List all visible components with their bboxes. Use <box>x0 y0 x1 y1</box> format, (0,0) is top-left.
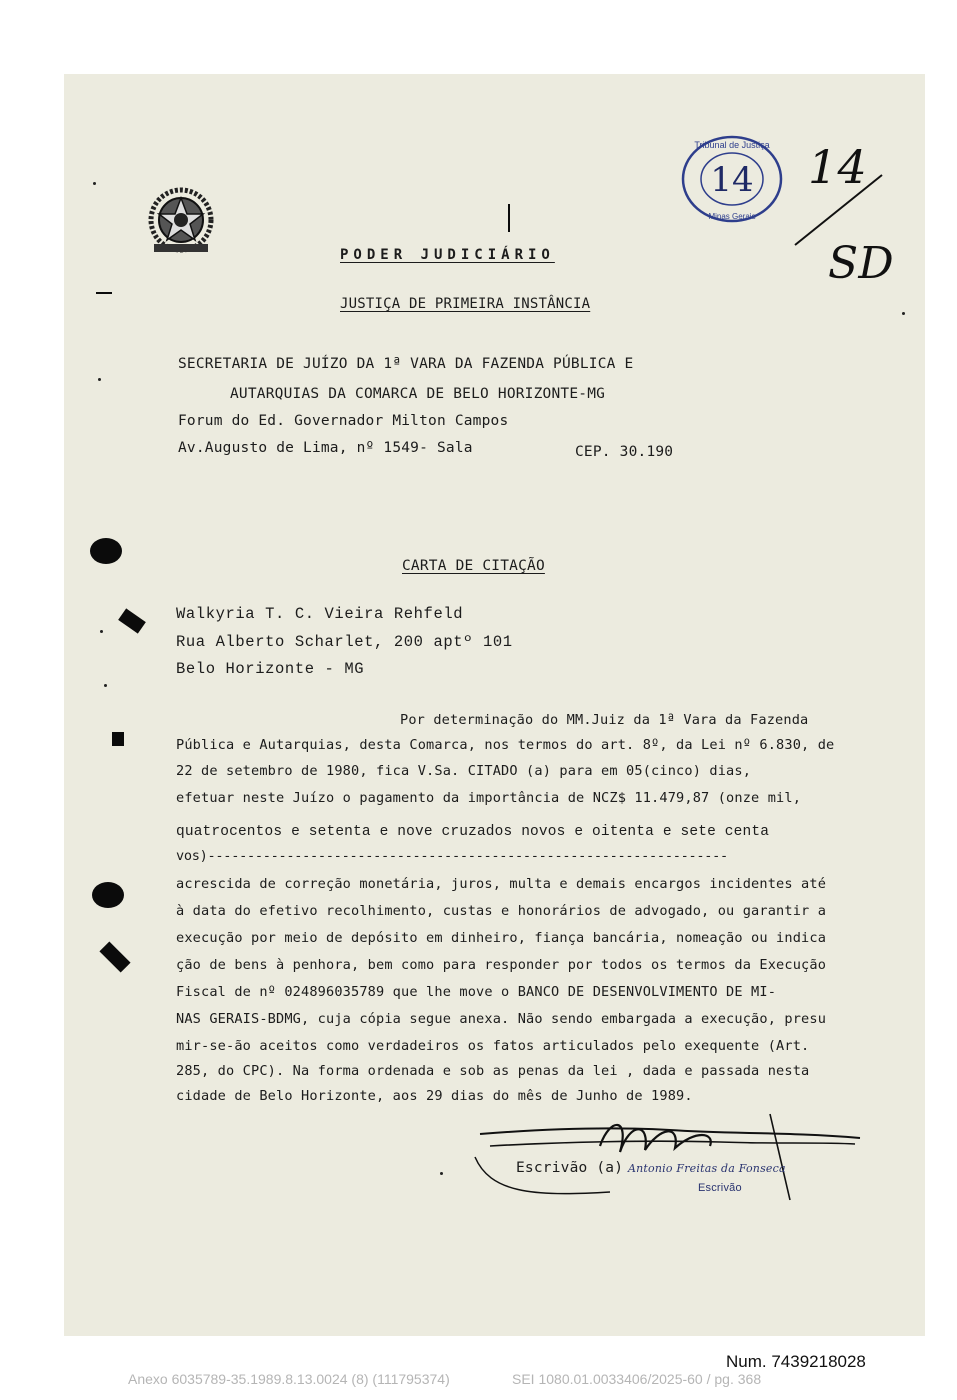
stamp-bottom-text: Minas Gerais <box>708 212 756 221</box>
document-number: Num. 7439218028 <box>726 1352 866 1371</box>
signature-role-stamp: Escrivão <box>698 1182 742 1194</box>
margin-tick <box>96 292 112 294</box>
body-line: execução por meio de depósito em dinheiro, fiança bancária, nomeação ou indica <box>176 930 827 946</box>
body-line: vos)------------------------------------------------------------------ <box>176 848 728 864</box>
punch-hole-mark <box>92 882 124 908</box>
page-title: PODER JUDICIÁRIO <box>340 247 555 263</box>
body-line: 285, do CPC). Na forma ordenada e sob as penas da lei , dada e passada nesta <box>176 1063 810 1079</box>
scan-speck <box>100 630 103 633</box>
body-line: Pública e Autarquias, desta Comarca, nos termos do art. 8º, da Lei nº 6.830, de <box>176 737 835 753</box>
signature-label: Escrivão (a) <box>516 1160 624 1176</box>
scan-speck <box>440 1172 443 1175</box>
scan-speck <box>104 684 107 687</box>
handwritten-signature <box>470 1112 870 1202</box>
document-title: CARTA DE CITAÇÃO <box>402 558 545 574</box>
address-line-1: SECRETARIA DE JUÍZO DA 1ª VARA DA FAZENDA PÚBLICA E <box>178 356 634 372</box>
recipient-street: Rua Alberto Scharlet, 200 aptº 101 <box>176 633 513 651</box>
recipient-name: Walkyria T. C. Vieira Rehfeld <box>176 605 464 623</box>
punch-hole-mark <box>90 538 122 564</box>
body-line: à data do efetivo recolhimento, custas e honorários de advogado, ou garantir a <box>176 903 827 919</box>
annex-reference: Anexo 6035789-35.1989.8.13.0024 (8) (111795374) <box>128 1371 450 1387</box>
scan-speck <box>902 312 905 315</box>
recipient-city: Belo Horizonte - MG <box>176 660 365 678</box>
center-tick <box>508 204 510 232</box>
handwritten-initials: SD <box>828 238 894 289</box>
scan-speck <box>93 182 96 185</box>
ink-mark <box>112 732 124 746</box>
address-line-4: Av.Augusto de Lima, nº 1549- Sala <box>178 440 473 456</box>
body-line: NAS GERAIS-BDMG, cuja cópia segue anexa. Não sendo embargada a execução, presu <box>176 1011 827 1027</box>
body-line: acrescida de correção monetária, juros, multa e demais encargos incidentes até <box>176 876 827 892</box>
coat-of-arms-emblem <box>140 184 222 258</box>
signature-name-stamp: Antonio Freitas da Fonseca <box>628 1162 786 1175</box>
stamp-top-text: Tribunal de Justiça <box>694 140 770 150</box>
stamp-number: 14 <box>710 160 754 200</box>
scan-speck <box>98 378 101 381</box>
body-line: ção de bens à penhora, bem como para responder por todos os termos da Execução <box>176 957 827 973</box>
sei-reference: SEI 1080.01.0033406/2025-60 / pg. 368 <box>512 1371 762 1387</box>
body-line: quatrocentos e setenta e nove cruzados novos e oitenta e sete centa <box>176 824 770 840</box>
address-line-2: AUTARQUIAS DA COMARCA DE BELO HORIZONTE-MG <box>230 386 606 402</box>
address-cep: CEP. 30.190 <box>575 444 674 460</box>
body-line: mir-se-ão aceitos como verdadeiros os fatos articulados pelo exequente (Art. <box>176 1038 810 1054</box>
court-stamp <box>680 133 784 225</box>
address-line-3: Forum do Ed. Governador Milton Campos <box>178 413 509 429</box>
body-line: cidade de Belo Horizonte, aos 29 dias do mês de Junho de 1989. <box>176 1088 693 1104</box>
body-line: Fiscal de nº 024896035789 que lhe move o BANCO DE DESENVOLVIMENTO DE MI- <box>176 984 777 1000</box>
body-line: efetuar neste Juízo o pagamento da importância de NCZ$ 11.479,87 (onze mil, <box>176 790 802 806</box>
body-line: Por determinação do MM.Juiz da 1ª Vara da Fazenda <box>400 712 809 728</box>
page-subtitle: JUSTIÇA DE PRIMEIRA INSTÂNCIA <box>340 296 591 312</box>
body-line: 22 de setembro de 1980, fica V.Sa. CITADO (a) para em 05(cinco) dias, <box>176 763 752 779</box>
handwritten-page-number: 14 <box>808 140 867 194</box>
